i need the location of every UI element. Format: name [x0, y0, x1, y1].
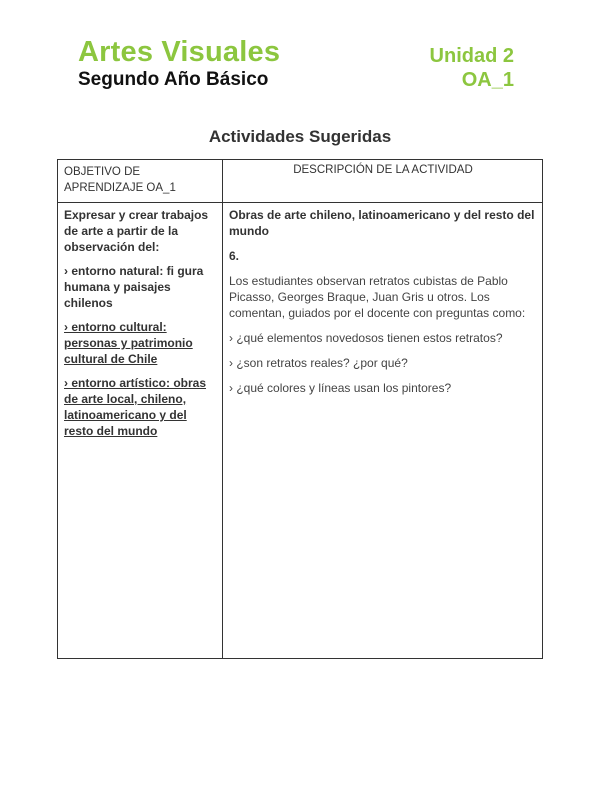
header-right: [430, 44, 514, 92]
table-header-divider: [58, 202, 542, 203]
activity-cell: [229, 207, 539, 405]
objective-item-artistic: › entorno artístico: obras de arte local, chileno, latinoamericano y del resto del mundo: [64, 376, 207, 438]
objective-item-cultural: › entorno cultural: personas y patrimonio cultural de Chile: [64, 320, 193, 366]
objective-intro: Expresar y crear trabajos de arte a partir de la observación del:: [64, 208, 209, 254]
description-column-header: DESCRIPCIÓN DE LA ACTIVIDAD: [293, 164, 473, 176]
header-left: [78, 36, 280, 92]
oa-label: OA_1: [461, 69, 514, 91]
objective-cell: [64, 207, 216, 447]
unit-label: Unidad 2: [429, 45, 514, 67]
activity-number: 6.: [229, 249, 240, 263]
page-title: Artes Visuales: [78, 36, 281, 68]
activities-table: [57, 159, 543, 659]
activity-question-2: › ¿son retratos reales? ¿por qué?: [229, 356, 408, 370]
activity-question-3: › ¿qué colores y líneas usan los pintores?: [229, 381, 452, 395]
objective-item-natural: › entorno natural: fi gura humana y paisajes chilenos: [64, 264, 204, 310]
section-title: Actividades Sugeridas: [208, 127, 392, 146]
activity-question-1: › ¿qué elementos novedosos tienen estos retratos?: [229, 331, 503, 345]
objective-column-header: OBJETIVO DE APRENDIZAJE OA_1: [64, 166, 176, 194]
page-subtitle: Segundo Año Básico: [78, 69, 269, 90]
activity-description: Los estudiantes observan retratos cubistas de Pablo Picasso, Georges Braque, Juan Gris u otros. Los comentan, guiados por el docente con preguntas como:: [229, 274, 526, 320]
activity-title: Obras de arte chileno, latinoamericano y del resto del mundo: [229, 208, 535, 238]
table-column-divider: [222, 160, 223, 658]
